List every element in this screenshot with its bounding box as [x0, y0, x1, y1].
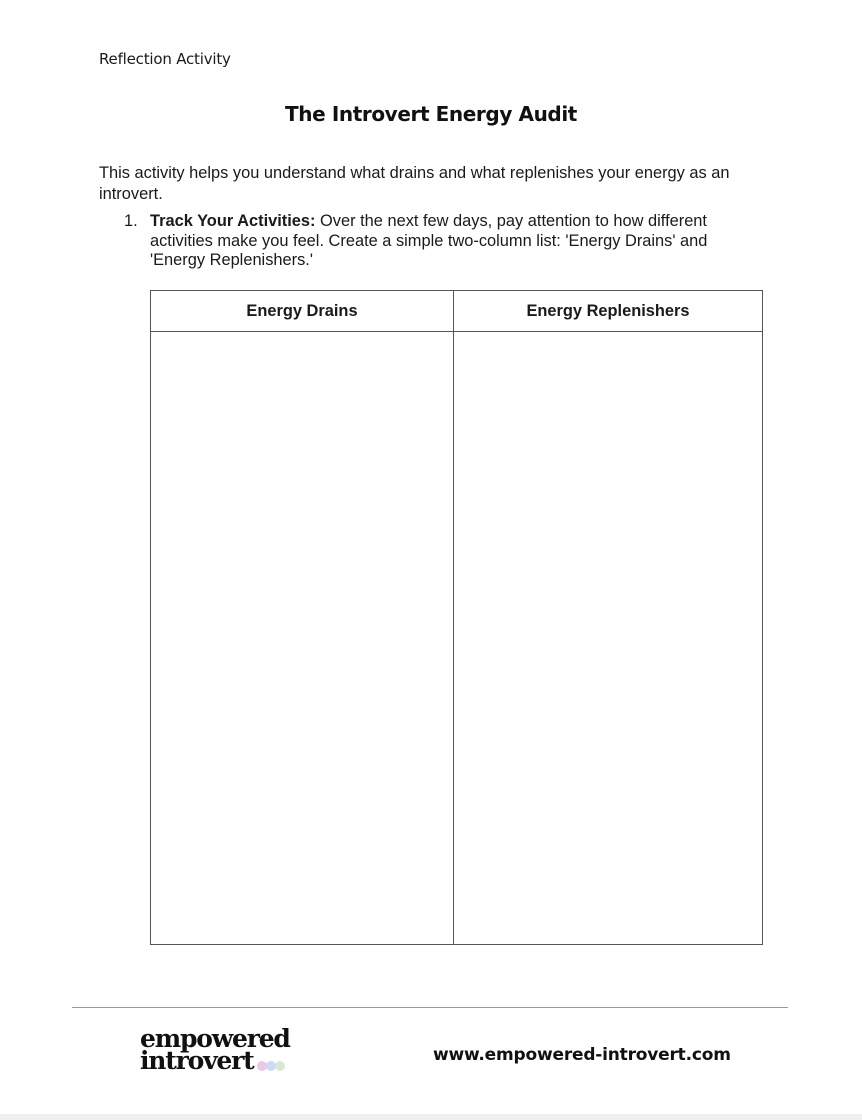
- table-row: [151, 332, 763, 945]
- step-lead: Track Your Activities:: [150, 212, 316, 230]
- energy-audit-table: [150, 290, 763, 945]
- footer-divider: [72, 1007, 788, 1008]
- intro-paragraph: This activity helps you understand what drains and what replenishes your energy as an introvert.: [99, 164, 730, 203]
- list-item: [124, 212, 744, 271]
- page-title: The Introvert Energy Audit: [285, 102, 577, 126]
- logo-word-2: introvert: [140, 1046, 254, 1075]
- logo-word-1: empowered: [140, 1024, 290, 1053]
- step-body: Over the next few days, pay attention to how different activities make you feel. Create a simple two-column list: 'Energy Drains' and 'Energy Replenishers.': [150, 212, 708, 269]
- logo-line-2: [140, 1046, 300, 1075]
- energy-drains-cell[interactable]: [151, 332, 454, 945]
- column-header-energy-drains: Energy Drains: [151, 291, 454, 332]
- energy-replenishers-cell[interactable]: [454, 332, 763, 945]
- brand-logo: [140, 1024, 300, 1080]
- website-link[interactable]: www.empowered-introvert.com: [433, 1045, 731, 1065]
- column-header-energy-replenishers: Energy Replenishers: [454, 291, 763, 332]
- header-label: Reflection Activity: [99, 50, 231, 68]
- page-bottom-edge: [0, 1114, 862, 1120]
- steps-list: [124, 212, 744, 271]
- step-text: [150, 212, 744, 271]
- table-header-row: [151, 291, 763, 332]
- logo-dots-icon: [257, 1052, 284, 1074]
- logo-dot: [275, 1061, 285, 1071]
- step-number: 1.: [124, 212, 138, 230]
